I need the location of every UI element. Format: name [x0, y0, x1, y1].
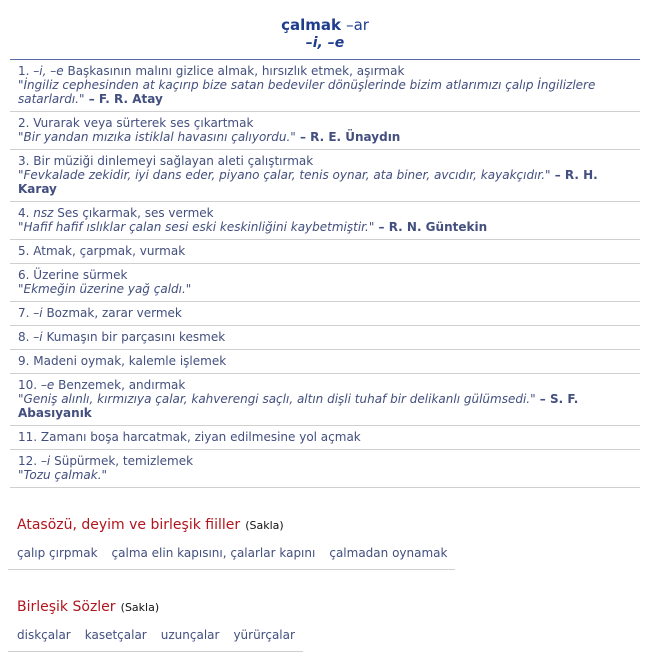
definition-number: 12. — [18, 454, 38, 468]
idioms-section — [17, 514, 650, 533]
idioms-title: Atasözü, deyim ve birleşik fiiller — [17, 517, 241, 533]
definition-number: 3. — [18, 154, 30, 168]
definition-line — [18, 430, 632, 444]
definition-line — [18, 378, 632, 392]
idiom-link[interactable]: çalmadan oynamak — [329, 546, 448, 560]
idiom-link[interactable]: çalma elin kapısını, çalarlar kapını — [111, 546, 316, 560]
definition-text: Zamanı boşa harcatmak, ziyan edilmesine yol açmak — [40, 430, 361, 444]
definition-line — [18, 154, 632, 168]
definition-text: Atmak, çarpmak, vurmak — [33, 244, 186, 258]
definition-text: Benzemek, andırmak — [58, 378, 186, 392]
definition-item — [10, 450, 640, 488]
entry-header — [0, 0, 650, 59]
definition-number: 10. — [18, 378, 38, 392]
definition-number: 7. — [18, 306, 30, 320]
compound-link[interactable]: uzunçalar — [160, 628, 220, 642]
definition-line — [18, 206, 632, 220]
example-author: – R. E. Ünaydın — [295, 130, 401, 144]
headword-cases: –i, –e — [305, 35, 345, 51]
example-author: – S. F. Abasıyanık — [18, 392, 579, 420]
definition-tag: –i — [33, 330, 43, 344]
compounds-links — [8, 625, 303, 652]
definition-line — [18, 306, 632, 320]
definition-item — [10, 350, 640, 374]
example-quote: "Bir yandan mızıka istiklal havasını çalıyordu." — [18, 130, 296, 144]
definition-number: 8. — [18, 330, 30, 344]
compounds-section — [17, 596, 650, 615]
definition-item — [10, 150, 640, 202]
definition-text: Vurarak veya sürterek ses çıkartmak — [33, 116, 254, 130]
definition-text: Bir müziği dinlemeyi sağlayan aleti çalıştırmak — [33, 154, 314, 168]
definition-number: 4. — [18, 206, 30, 220]
definition-text: Üzerine sürmek — [33, 268, 128, 282]
definition-number: 2. — [18, 116, 30, 130]
definition-tag: –i — [33, 306, 43, 320]
definition-tag: –e — [40, 378, 55, 392]
example-quote: "Ekmeğin üzerine yağ çaldı." — [18, 282, 192, 296]
definition-text: Süpürmek, temizlemek — [54, 454, 194, 468]
idiom-link[interactable]: çalıp çırpmak — [17, 546, 98, 560]
definition-item — [10, 374, 640, 426]
example-author: – F. R. Atay — [84, 92, 163, 106]
definition-line — [18, 64, 632, 78]
definition-number: 6. — [18, 268, 30, 282]
example-quote: "Tozu çalmak." — [18, 468, 108, 482]
definition-number: 9. — [18, 354, 30, 368]
definition-text: Ses çıkarmak, ses vermek — [57, 206, 214, 220]
definition-text: Kumaşın bir parçasını kesmek — [46, 330, 226, 344]
definition-line — [18, 116, 632, 130]
compound-link[interactable]: diskçalar — [17, 628, 71, 642]
definition-tag: –i — [40, 454, 51, 468]
headword: çalmak — [281, 16, 341, 34]
definition-item — [10, 202, 640, 240]
compounds-hide-toggle[interactable]: (Sakla) — [120, 601, 160, 614]
example-author: – R. N. Güntekin — [374, 220, 488, 234]
example-line — [18, 220, 632, 234]
example-line — [18, 78, 632, 106]
definition-text: Başkasının malını gizlice almak, hırsızlık etmek, aşırmak — [67, 64, 405, 78]
definition-item — [10, 326, 640, 350]
example-line — [18, 282, 632, 296]
headword-suffix: –ar — [346, 16, 369, 34]
compounds-title: Birleşik Sözler — [17, 599, 116, 615]
definition-item — [10, 302, 640, 326]
compound-link[interactable]: kasetçalar — [84, 628, 147, 642]
idioms-links — [8, 543, 455, 570]
compound-link[interactable]: yürürçalar — [233, 628, 295, 642]
example-quote: "Fevkalade zekidir, iyi dans eder, piyano çalar, tenis oynar, ata biner, avcıdır, kayakçıdır." — [18, 168, 551, 182]
definition-item — [10, 240, 640, 264]
definition-text: Bozmak, zarar vermek — [46, 306, 182, 320]
example-line — [18, 130, 632, 144]
definition-line — [18, 330, 632, 344]
definition-item — [10, 112, 640, 150]
definitions-list — [10, 60, 640, 488]
definition-item — [10, 60, 640, 112]
definition-item — [10, 426, 640, 450]
definition-number: 5. — [18, 244, 30, 258]
definition-line — [18, 454, 632, 468]
definition-tag: nsz — [33, 206, 54, 220]
definition-line — [18, 354, 632, 368]
example-line — [18, 392, 632, 420]
definition-item — [10, 264, 640, 302]
idioms-hide-toggle[interactable]: (Sakla) — [245, 519, 284, 532]
definition-number: 1. — [18, 64, 30, 78]
example-line — [18, 468, 632, 482]
example-author: – R. H. Karay — [18, 168, 598, 196]
example-quote: "İngiliz cephesinden at kaçırıp bize satan bedeviler dönüşlerinde bizim atlarımızı çalıp İngilizlere satarlardı." — [18, 78, 596, 106]
example-quote: "Geniş alınlı, kırmızıya çalar, kahverengi saçlı, altın dişli tuhaf bir delikanlı gülümsedi." — [18, 392, 536, 406]
definition-line — [18, 244, 632, 258]
definition-line — [18, 268, 632, 282]
definition-tag: –i, –e — [33, 64, 64, 78]
example-quote: "Hafif hafif ıslıklar çalan sesi eski keskinliğini kaybetmiştir." — [18, 220, 375, 234]
definition-text: Madeni oymak, kalemle işlemek — [33, 354, 227, 368]
definition-number: 11. — [18, 430, 38, 444]
example-line — [18, 168, 632, 196]
